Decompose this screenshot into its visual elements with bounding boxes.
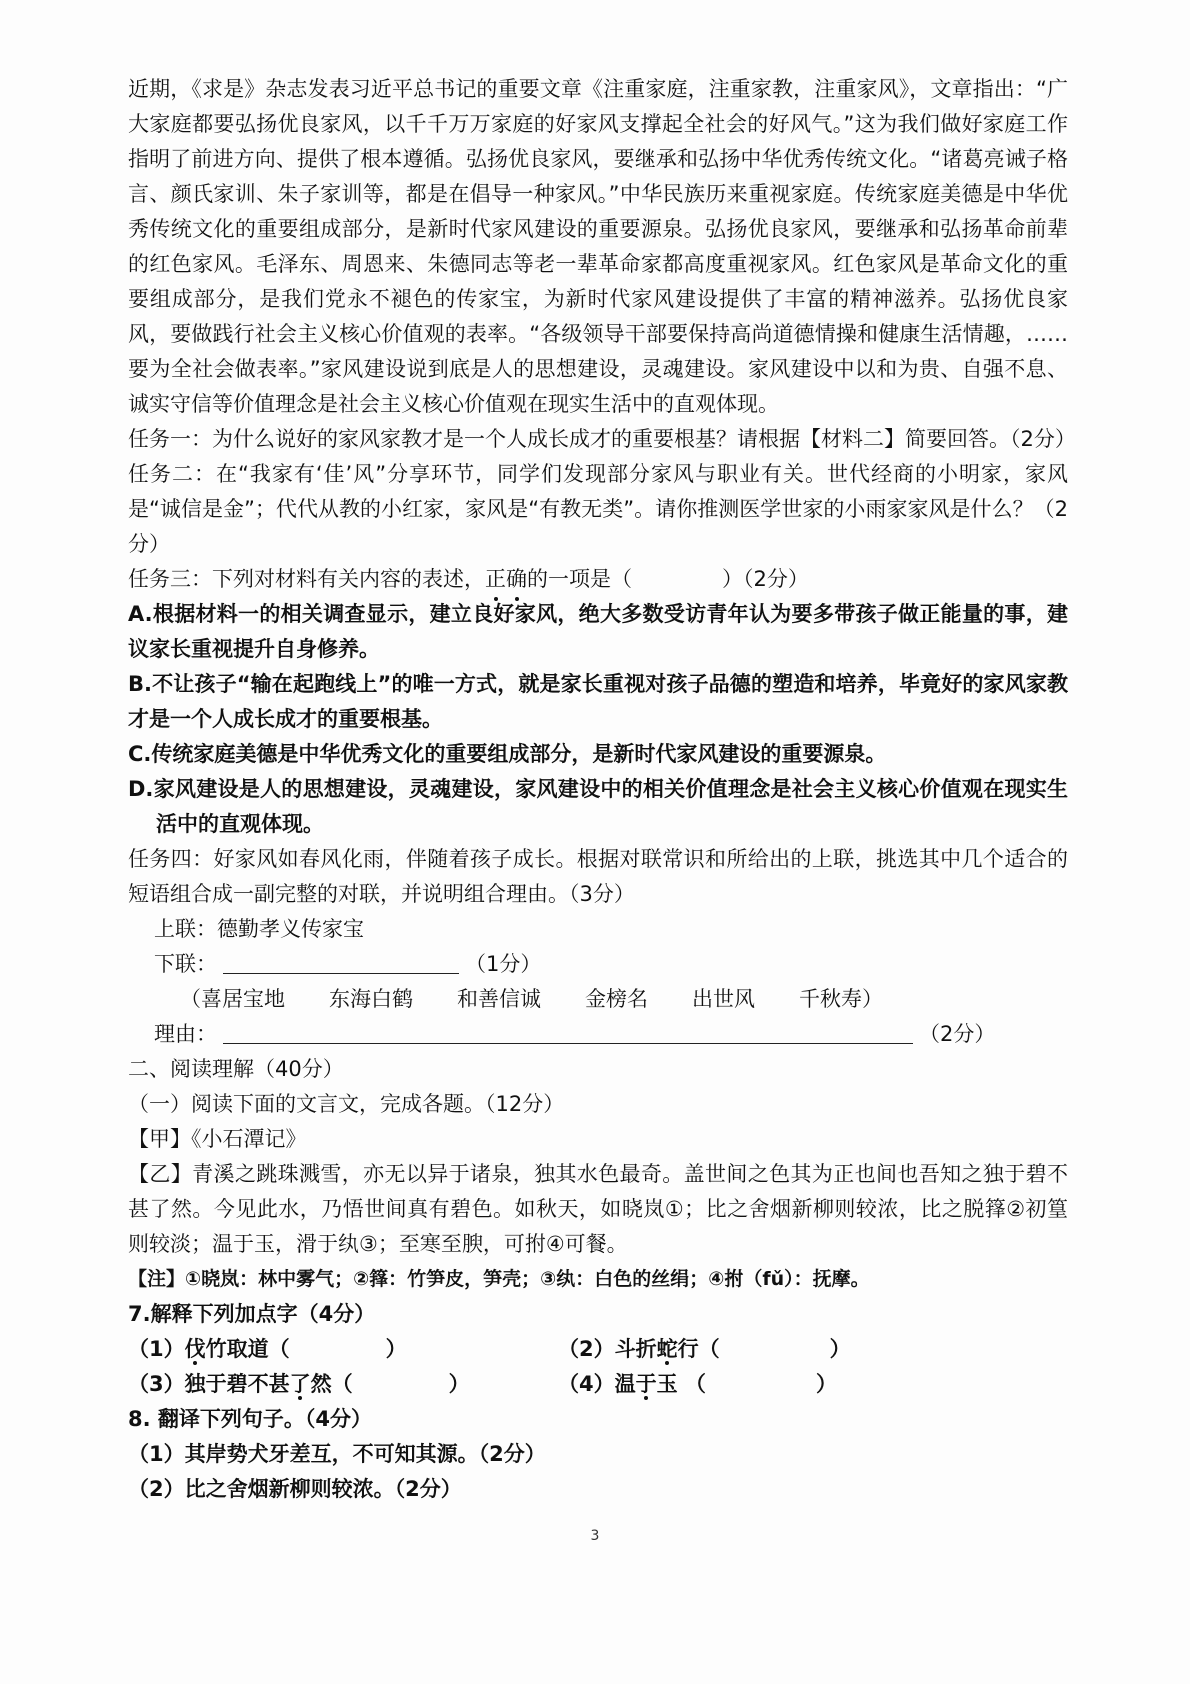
task-four: 任务四：好家风如春风化雨，伴随着孩子成长。根据对联常识和所给出的上联，挑选其中几个适合的短语组合成一副完整的对联，并说明组合理由。（3分）: [128, 847, 1068, 906]
question-7-title: 7.解释下列加点字（4分）: [128, 1302, 376, 1326]
lower-couplet-blank[interactable]: [223, 947, 459, 974]
option-a: A.根据材料一的相关调查显示，建立良好家风，绝大多数受访青年认为要多带孩子做正能量的事，建议家长重视提升自身修养。: [128, 602, 1068, 661]
answer-space[interactable]: [632, 562, 722, 597]
phrase-option: 金榜名: [585, 987, 648, 1011]
dotted-char: 了: [289, 1372, 311, 1396]
question-8-sentence-2: （2）比之舍烟新柳则较浓。（2分）: [128, 1477, 462, 1501]
question-8-title: 8. 翻译下列句子。（4分）: [128, 1407, 373, 1431]
question-7-row-2: （3）独于碧不甚了然（ ） （4）温于玉 （ ）: [128, 1372, 837, 1396]
question-8-sentence-1: （1）其岸势犬牙差互，不可知其源。（2分）: [128, 1442, 546, 1466]
task-one: 任务一：为什么说好的家风家教才是一个人成长成才的重要根基？请根据【材料二】简要回答。（2分）: [128, 427, 1076, 451]
reason-blank[interactable]: [223, 1017, 913, 1044]
phrase-option: （喜居宝地: [180, 987, 285, 1011]
phrase-option: 出世风: [692, 987, 755, 1011]
text-yi: 【乙】青溪之跳珠溅雪，亦无以异于诸泉，独其水色最奇。盖世间之色其为正也间也吾知之独于碧不甚了然。今见此水，乃悟世间真有碧色。如秋天，如晓岚①；比之舍烟新柳则较浓，比之脱箨②初篁则较淡；温于玉，滑于纨③；至寒至腴，可拊④可餐。: [128, 1162, 1068, 1256]
option-c: C.传统家庭美德是中华优秀文化的重要组成部分，是新时代家风建设的重要源泉。: [128, 742, 887, 766]
task-two: 任务二：在“我家有‘佳’风”分享环节，同学们发现部分家风与职业有关。世代经商的小明家，家风是“诚信是金”；代代从教的小红家，家风是“有教无类”。请你推测医学世家的小雨家家风是什么？（2分）: [128, 462, 1068, 556]
couplet-upper: 上联：德勤孝义传家宝: [154, 917, 364, 941]
task-three: 任务三：下列对材料有关内容的表述， 正 确 的一项是（ ）（2分）: [128, 562, 1068, 597]
phrase-option: 千秋寿）: [799, 987, 883, 1011]
material-passage: 近期，《求是》杂志发表习近平总书记的重要文章《注重家庭，注重家教，注重家风》，文章指出：“广大家庭都要弘扬优良家风，以千千万万家庭的好家风支撑起全社会的好风气。”这为我们做好家庭工作指明了前进方向、提供了根本遵循。弘扬优良家风，要继承和弘扬中华优秀传统文化。“诸葛亮诫子格言、颜氏家训、朱子家训等，都是在倡导一种家风。”中华民族历来重视家庭。传统家庭美德是中华优秀传统文化的重要组成部分，是新时代家风建设的重要源泉。弘扬优良家风，要继承和弘扬革命前辈的红色家风。毛泽东、周恩来、朱德同志等老一辈革命家都高度重视家风。红色家风是革命文化的重要组成部分，是我们党永不褪色的传家宝，为新时代家风建设提供了丰富的精神滋养。弘扬优良家风，要做践行社会主义核心价值观的表率。“各级领导干部要保持高尚道德情操和健康生活情趣，……要为全社会做表率。”家风建设说到底是人的思想建设，灵魂建设。家风建设中以和为贵、自强不息、诚实守信等价值理念是社会主义核心价值观在现实生活中的直观体现。: [128, 77, 1068, 416]
subsection-one-title: （一）阅读下面的文言文，完成各题。（12分）: [128, 1092, 565, 1116]
reason-line: 理由： （2分）: [128, 1017, 1068, 1052]
question-7-row-1: （1）伐竹取道（ ） （2）斗折蛇行（ ）: [128, 1337, 851, 1361]
option-d: D.家风建设是人的思想建设，灵魂建设，家风建设中的相关价值理念是社会主义核心价值观在现实生活中的直观体现。: [128, 777, 1068, 836]
option-b: B.不让孩子“输在起跑线上”的唯一方式，就是家长重视对孩子品德的塑造和培养，毕竟好的家风家教才是一个人成长成才的重要根基。: [128, 672, 1068, 731]
section-two-title: 二、阅读理解（40分）: [128, 1057, 344, 1081]
dotted-char: 正: [485, 562, 506, 597]
annotation-note: 【注】①晓岚：林中雾气；②箨：竹笋皮，笋壳；③纨：白色的丝绢；④拊（fǔ）：抚摩。: [128, 1268, 870, 1290]
phrase-options: [128, 982, 1068, 1017]
couplet-lower: 下联： （1分）: [128, 947, 1068, 982]
text-jia: 【甲】《小石潭记》: [128, 1127, 307, 1151]
dotted-char: 伐: [184, 1337, 206, 1361]
phrase-option: 和善信诚: [457, 987, 541, 1011]
dotted-char: 于: [635, 1372, 657, 1396]
dotted-char: 确: [506, 562, 527, 597]
page-content: [128, 72, 1076, 1507]
phrase-option: 东海白鹤: [329, 987, 413, 1011]
page-number: 3: [590, 1528, 600, 1544]
dotted-char: 蛇: [656, 1337, 678, 1361]
